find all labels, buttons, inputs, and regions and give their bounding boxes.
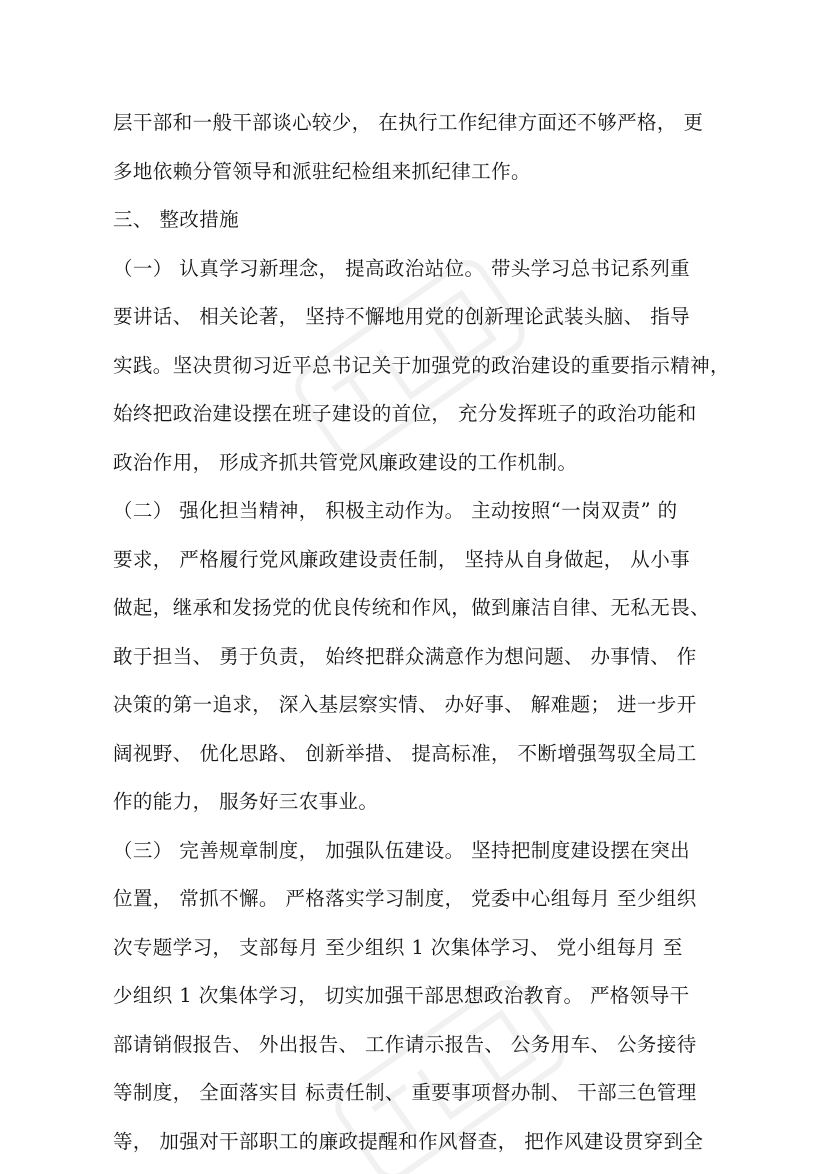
text-line: 作的能力， 服务好三农事业。: [113, 790, 379, 813]
section-heading: 三、 整改措施: [113, 208, 239, 231]
text-line: 要求， 严格履行党风廉政建设责任制， 坚持从自身做起， 从小事: [113, 547, 690, 571]
text-line: 等， 加强对干部职工的廉政提醒和作风督查， 把作风建设贯穿到全: [113, 1129, 704, 1153]
text-line: 部请销假报告、 外出报告、 工作请示报告、 公务用车、 公务接待: [113, 1032, 697, 1056]
text-line: 等制度， 全面落实目 标责任制、 重要事项督办制、 干部三色管理: [113, 1081, 697, 1104]
text-line: 层干部和一般干部谈心较少， 在执行工作纪律方面还不够严格， 更: [113, 111, 704, 134]
text-line: 实践。坚决贯彻习近平总书记关于加强党的政治建设的重要指示精神，: [113, 353, 730, 377]
text-line: 决策的第一追求， 深入基层察实情、 办好事、 解难题； 进一步开: [113, 693, 697, 716]
text-line: 敢于担当、 勇于负责， 始终把群众满意作为想问题、 办事情、 作: [113, 644, 697, 668]
text-line: 少组织 1 次集体学习， 切实加强干部思想政治教育。 严格领导干: [113, 984, 690, 1007]
text-line: 次专题学习， 支部每月 至少组织 1 次集体学习、 党小组每月 至: [113, 935, 683, 959]
text-line: 位置， 常抓不懈。 严格落实学习制度， 党委中心组每月 至少组织: [113, 887, 697, 910]
text-line: （二） 强化担当精神， 积极主动作为。 主动按照“一岗双责” 的: [113, 499, 678, 522]
text-line: （三） 完善规章制度， 加强队伍建设。 坚持把制度建设摆在突出: [113, 838, 690, 862]
text-line: （一） 认真学习新理念， 提高政治站位。 带头学习总书记系列重: [113, 256, 690, 280]
text-line: 做起，继承和发扬党的优良传统和作风，做到廉洁自律、无私无畏、: [113, 596, 711, 619]
text-line: 政治作用， 形成齐抓共管党风廉政建设的工作机制。: [113, 450, 578, 474]
text-line: 始终把政治建设摆在班子建设的首位， 充分发挥班子的政治功能和: [113, 402, 697, 425]
text-line: 要讲话、 相关论著， 坚持不懈地用党的创新理论武装头脑、 指导: [113, 305, 690, 328]
text-line: 多地依赖分管领导和派驻纪检组来抓纪律工作。: [113, 159, 531, 183]
text-line: 阔视野、 优化思路、 创新举措、 提高标准， 不断增强驾驭全局工: [113, 741, 697, 765]
document-body: [113, 99, 730, 1166]
